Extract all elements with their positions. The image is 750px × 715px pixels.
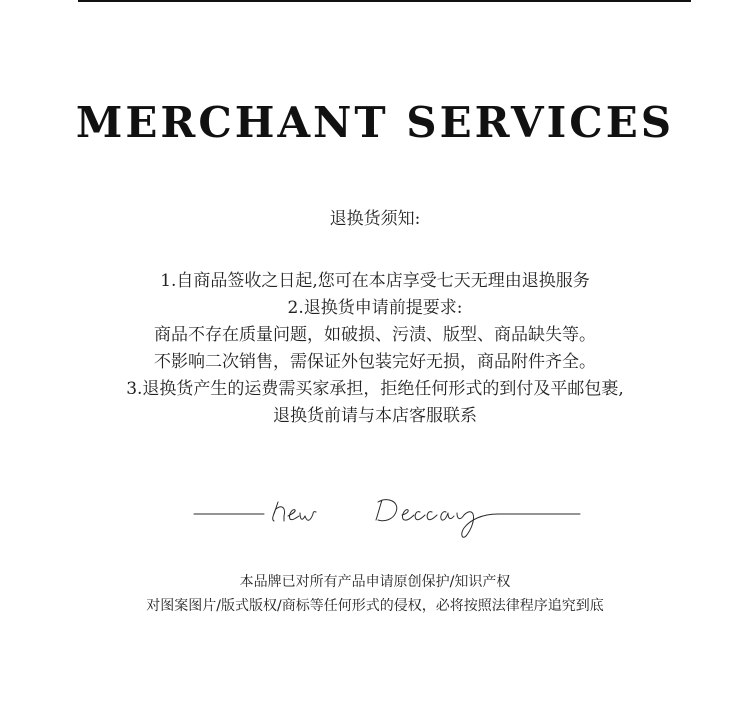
copyright-notice (0, 570, 750, 618)
policy-line-2: 2.退换货申请前提要求: (287, 298, 463, 318)
brand-signature (192, 488, 582, 540)
top-divider (78, 0, 691, 2)
signature-word-new (273, 502, 316, 521)
page-title: MERCHANT SERVICES (75, 98, 675, 147)
signature-logo (192, 488, 582, 540)
signature-word-decay (376, 500, 498, 538)
return-policy-text (0, 268, 750, 430)
copyright-line-1: 本品牌已对所有产品申请原创保护/知识产权 (239, 574, 511, 590)
copyright-line-2: 对图案图片/版式版权/商标等任何形式的侵权，必将按照法律程序追究到底 (146, 598, 604, 614)
return-notice-heading: 退换货须知: (329, 209, 421, 229)
policy-line-1: 1.自商品签收之日起,您可在本店享受七天无理由退换服务 (160, 271, 590, 291)
policy-line-6: 退换货前请与本店客服联系 (273, 406, 477, 426)
policy-line-4: 不影响二次销售，需保证外包装完好无损，商品附件齐全。 (154, 352, 596, 372)
policy-line-5: 3.退换货产生的运费需买家承担，拒绝任何形式的到付及平邮包裹, (126, 379, 624, 399)
policy-line-3: 商品不存在质量问题，如破损、污渍、版型、商品缺失等。 (154, 325, 596, 345)
